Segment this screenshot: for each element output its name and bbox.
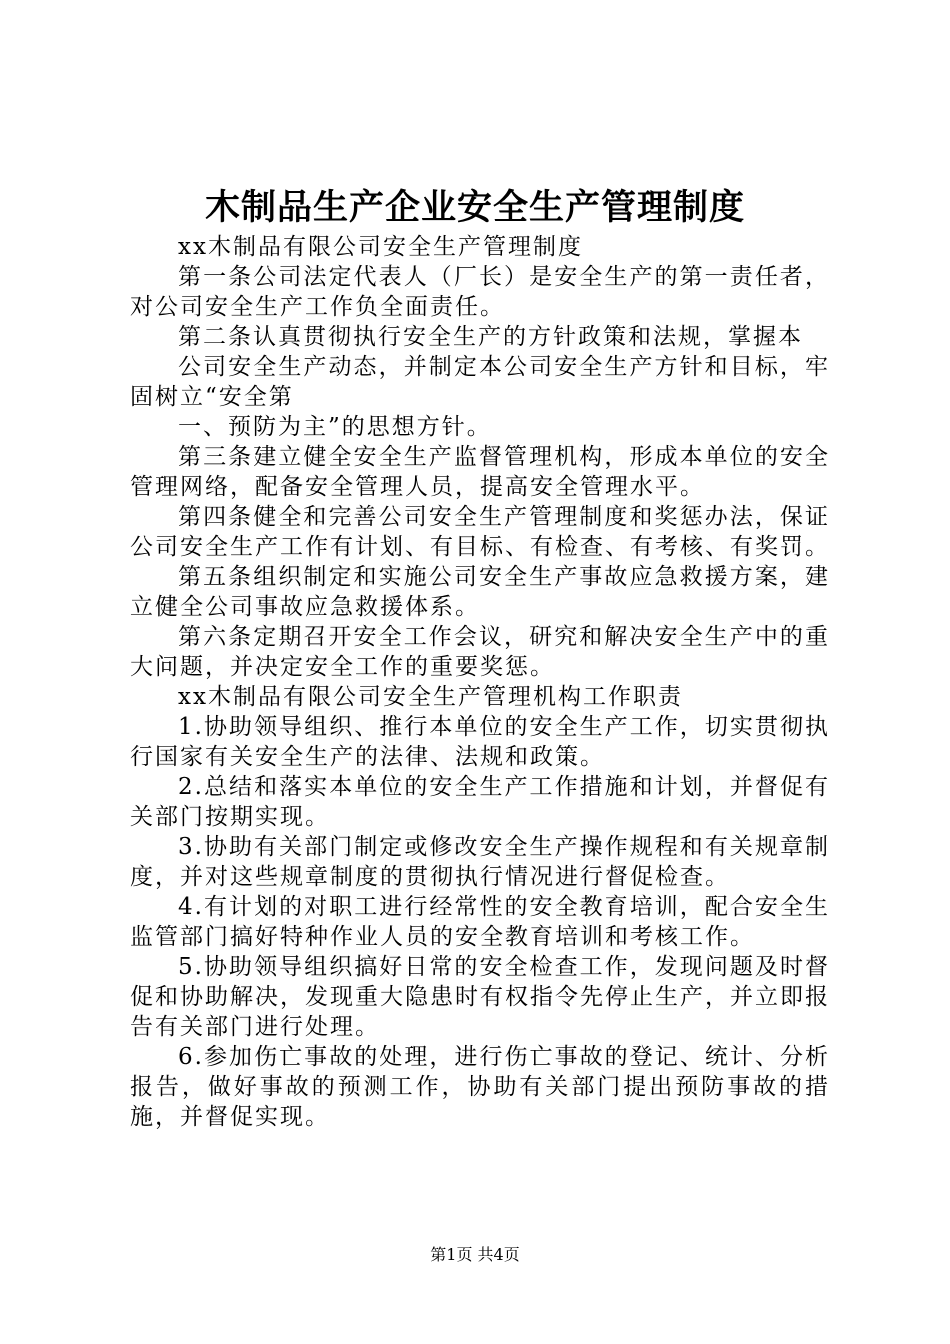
document-body [130, 232, 830, 1132]
paragraph: xx木制品有限公司安全生产管理制度 [178, 234, 583, 260]
paragraph: 第一条公司法定代表人（厂长）是安全生产的第一责任者，对公司安全生产工作负全面责任。 [130, 264, 830, 320]
paragraph: 2.总结和落实本单位的安全生产工作措施和计划，并督促有关部门按期实现。 [130, 774, 830, 830]
paragraph: 第四条健全和完善公司安全生产管理制度和奖惩办法，保证公司安全生产工作有计划、有目标、有检查、有考核、有奖罚。 [130, 504, 830, 560]
paragraph: 第六条定期召开安全工作会议，研究和解决安全生产中的重大问题，并决定安全工作的重要奖惩。 [130, 624, 830, 680]
paragraph: 3.协助有关部门制定或修改安全生产操作规程和有关规章制度，并对这些规章制度的贯彻执行情况进行督促检查。 [130, 834, 830, 890]
paragraph: 4.有计划的对职工进行经常性的安全教育培训，配合安全生监管部门搞好特种作业人员的安全教育培训和考核工作。 [130, 894, 830, 950]
paragraph: 一、预防为主”的思想方针。 [178, 414, 492, 440]
paragraph: 5.协助领导组织搞好日常的安全检查工作，发现问题及时督促和协助解决，发现重大隐患时有权指令先停止生产，并立即报告有关部门进行处理。 [130, 954, 830, 1040]
paragraph: 第三条建立健全安全生产监督管理机构，形成本单位的安全管理网络，配备安全管理人员，提高安全管理水平。 [130, 444, 830, 500]
page-footer: 第1页 共4页 [430, 1245, 520, 1264]
paragraph: 1.协助领导组织、推行本单位的安全生产工作，切实贯彻执行国家有关安全生产的法律、法规和政策。 [130, 714, 830, 770]
paragraph: 公司安全生产动态，并制定本公司安全生产方针和目标，牢固树立“安全第 [130, 354, 830, 410]
paragraph: 第五条组织制定和实施公司安全生产事故应急救援方案，建立健全公司事故应急救援体系。 [130, 564, 830, 620]
paragraph: 6.参加伤亡事故的处理，进行伤亡事故的登记、统计、分析报告，做好事故的预测工作，协助有关部门提出预防事故的措施，并督促实现。 [130, 1044, 830, 1130]
paragraph: xx木制品有限公司安全生产管理机构工作职责 [178, 684, 683, 710]
document-title: 木制品生产企业安全生产管理制度 [204, 187, 745, 228]
paragraph: 第二条认真贯彻执行安全生产的方针政策和法规，掌握本 [178, 324, 803, 350]
